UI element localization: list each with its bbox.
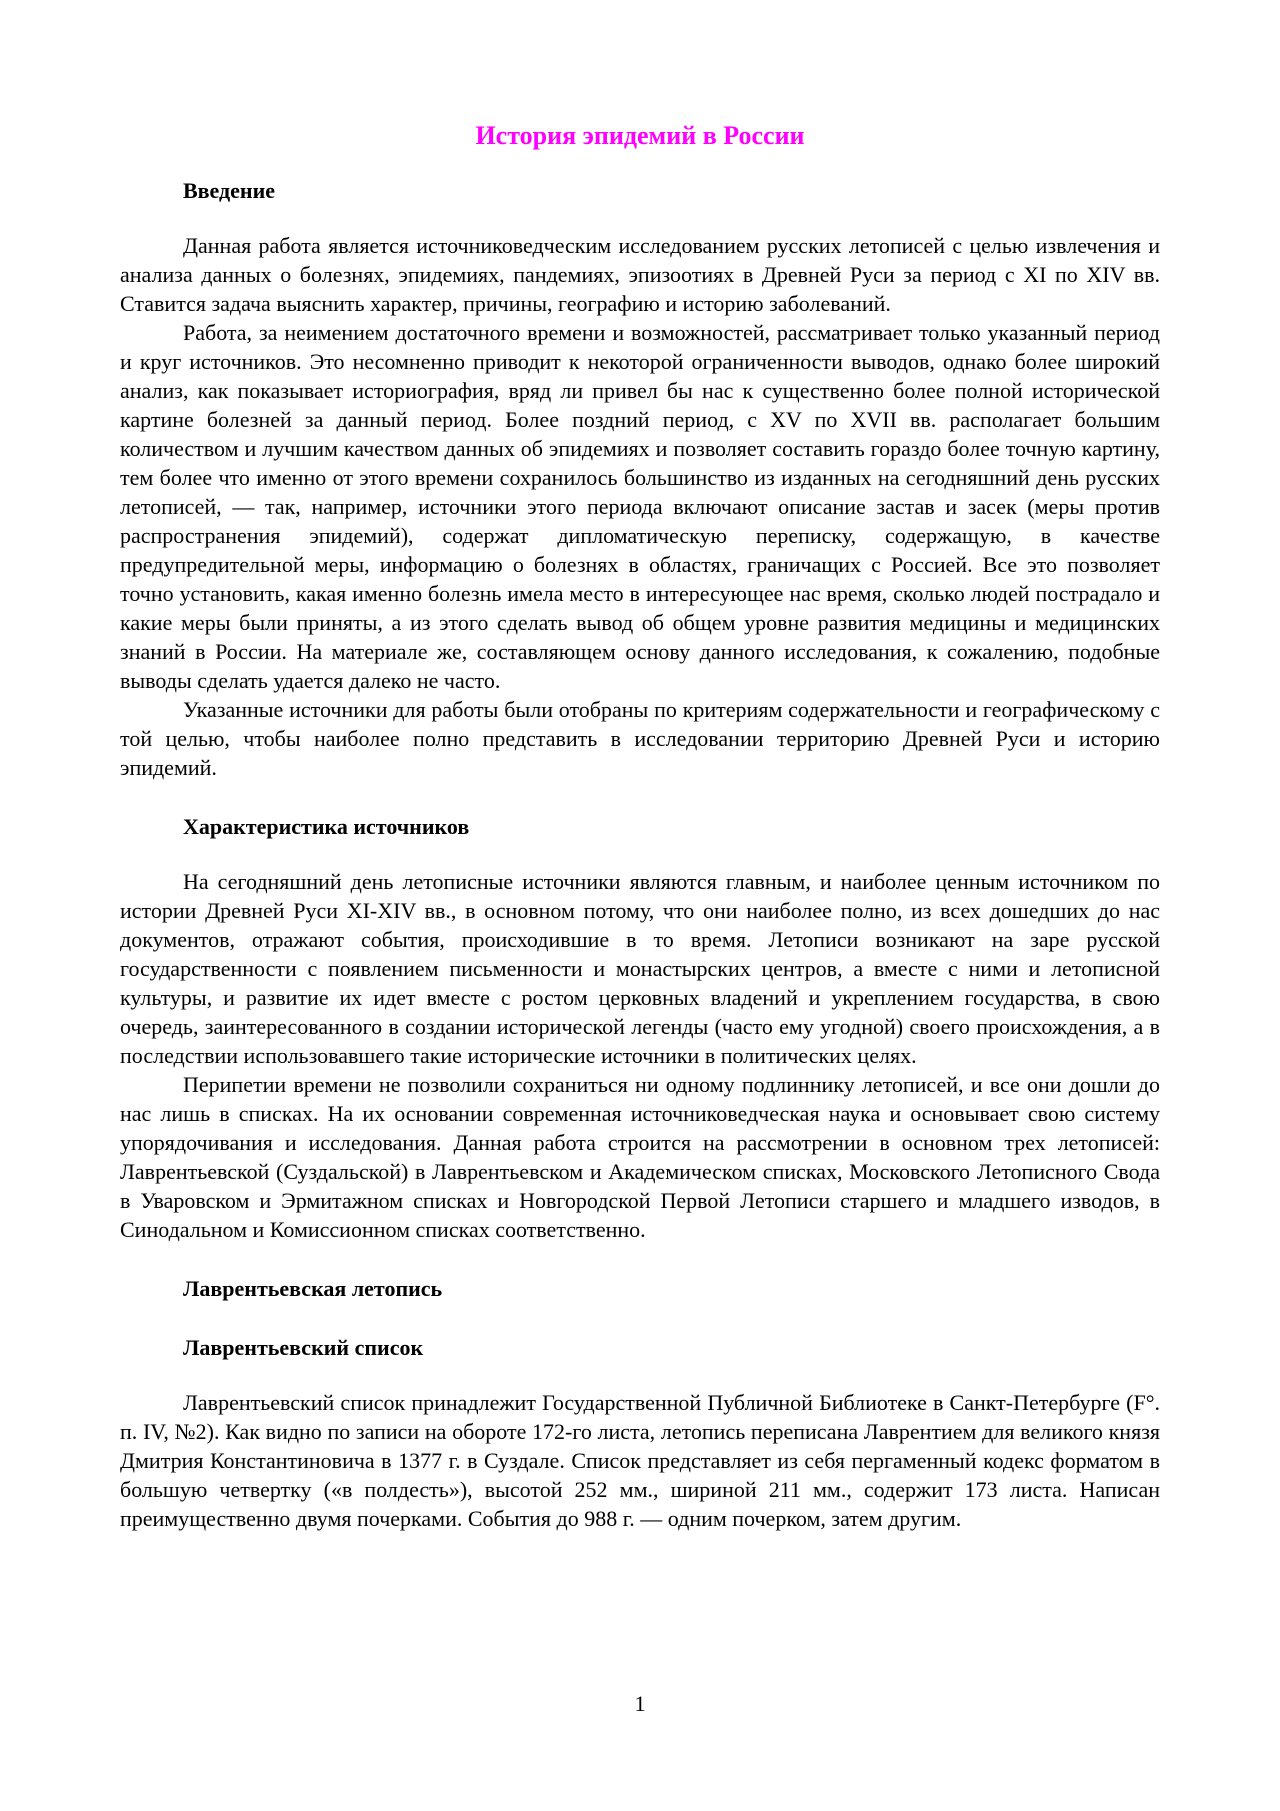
paragraph: Работа, за неимением достаточного времени и возможностей, рассматривает только указанный период и круг источников. Это несомненно приводит к некоторой ограниченности выводов, однако более широкий анализ, как показывает историография, вряд ли привел бы нас к существенно более полной исторической картине болезней за данный период. Более поздний период, с XV по XVII вв. располагает большим количеством и лучшим качеством данных об эпидемиях и позволяет составить гораздо более точную картину, тем более что именно от этого времени сохранилось большинство из изданных на сегодняшний день русских летописей, — так, например, источники этого периода включают описание застав и засек (меры против распространения эпидемий), содержат дипломатическую переписку, содержащую, в качестве предупредительной меры, информацию о болезнях в областях, граничащих с Россией. Все это позволяет точно установить, какая именно болезнь имела место в интересующее нас время, сколько людей пострадало и какие меры были приняты, а из этого сделать вывод об общем уровне развития медицины и медицинских знаний в России. На материале же, составляющем основу данного исследования, к сожалению, подобные выводы сделать удается далеко не часто. [120,320,1160,693]
paragraph: На сегодняшний день летописные источники являются главным, и наиболее ценным источником по истории Древней Руси XI-XIV вв., в основном потому, что они наиболее полно, из всех дошедших до нас документов, отражают события, происходившие в то время. Летописи возникают на заре русской государственности с появлением письменности и монастырских центров, а вместе с ними и летописной культуры, и развитие их идет вместе с ростом церковных владений и укреплением государства, в свою очередь, заинтересованного в создании исторической легенды (часто ему угодной) своего происхождения, а в последствии использовавшего такие исторические источники в политических целях. [120,869,1160,1068]
paragraph: Перипетии времени не позволили сохраниться ни одному подлиннику летописей, и все они дошли до нас лишь в списках. На их основании современная источниковедческая наука и основывает свою систему упорядочивания и исследования. Данная работа строится на рассмотрении в основном трех летописей: Лаврентьевской (Суздальской) в Лаврентьевском и Академическом списках, Московского Летописного Свода в Уваровском и Эрмитажном списках и Новгородской Первой Летописи старшего и младшего изводов, в Синодальном и Комиссионном списках соответственно. [120,1072,1160,1242]
section-heading-laurentian-chronicle: Лаврентьевская летопись [183,1276,443,1301]
spacer [120,841,1160,867]
document-body [120,118,1160,1533]
paragraph: Указанные источники для работы были отобраны по критериям содержательности и географическому с той целью, чтобы наиболее полно представить в исследовании территорию Древней Руси и историю эпидемий. [120,697,1160,780]
paragraph: Данная работа является источниковедческим исследованием русских летописей с целью извлечения и анализа данных о болезнях, эпидемиях, пандемиях, эпизоотиях в Древней Руси за период с XI по XIV вв. Ставится задача выяснить характер, причины, географию и историю заболеваний. [120,233,1160,316]
section-heading-introduction: Введение [183,178,276,203]
spacer [120,1362,1160,1388]
spacer [120,782,1160,812]
page-number: 1 [634,1691,646,1716]
paragraph: Лаврентьевский список принадлежит Государственной Публичной Библиотеке в Санкт-Петербурге (F°. п. IV, №2). Как видно по записи на обороте 172-го листа, летопись переписана Лаврентием для великого князя Дмитрия Константиновича в 1377 г. в Суздале. Список представляет из себя пергаменный кодекс форматом в большую четвертку («в полдесть»), высотой 252 мм., шириной 211 мм., содержит 173 листа. Написан преимущественно двумя почерками. События до 988 г. — одним почерком, затем другим. [120,1390,1160,1531]
section-heading-laurentian-list: Лаврентьевский список [183,1335,424,1360]
spacer [120,1303,1160,1333]
spacer [120,1244,1160,1274]
section-heading-sources: Характеристика источников [183,814,470,839]
spacer [120,205,1160,231]
document-title: История эпидемий в России [475,121,805,150]
